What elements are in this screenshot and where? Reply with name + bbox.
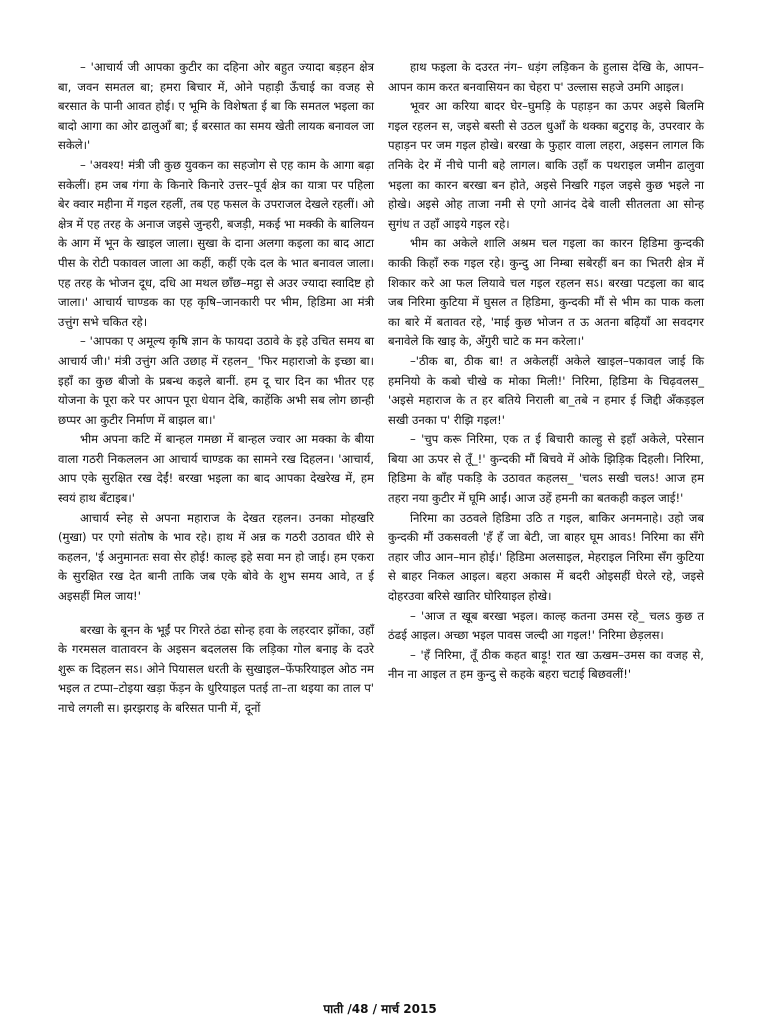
- paragraph: भीम अपना कटि में बान्हल गमछा में बान्हल ज्वार आ मक्का के बीया वाला गठरी निकललन आ आचार्य चाण्डक का सामने रख दिहलन। 'आचार्य, आप एके सुरक्षित रख देईं! बरखा भइला का बाद आपका देखरेख में, हम स्वयं हाथ बँटाइब।': [58, 432, 374, 506]
- right-column: [388, 58, 704, 685]
- paragraph: – 'आपका ए अमूल्य कृषि ज्ञान के फायदा उठावे के इहे उचित समय बा आचार्य जी।' मंत्री उत्तुंग अति उछाह में रहलन_ 'फिर महाराजो के इच्छा बा। इहाँ का कुछ बीजो के प्रबन्ध कइले बानीं. हम दू चार दिन का भीतर एह योजना के पूरा करे पर आपन पूरा धेयान देबि, काहेंकि अभी सब लोग छान्ही छप्पर आ कुटीर निर्माण में बाझल बा।': [58, 334, 374, 427]
- paragraph: भीम का अकेले शालि अश्रम चल गइला का कारन हिडिमा कुन्दकी काकी किहाँ रुक गइल रहे। कुन्दु आ निम्बा सबेरहीं बन का भितरी क्षेत्र में शिकार करे आ फल लियावे चल गइल रहलन सऽ। बरखा पटइला का बाद जब निरिमा कुटिया में घुसल त हिडिमा, कुन्दकी मौं से भीम का पाक कला का बारे में बतावत रहे, 'माई कुछ भोजन त ऊ अतना बढ़ियाँ आ सवदगर बनावेले कि खाइ के, अँगुरी चाटे क मन करेला।': [388, 236, 704, 349]
- paragraph: – 'आचार्य जी आपका कुटीर का दहिना ओर बहुत ज्यादा बड़हन क्षेत्र बा, जवन समतल बा; हमरा बिचार में, ओने पहाड़ी ऊँचाई का वजह से बरसात के पानी आवत होई। ए भूमि के विशेषता ई बा कि समतल भइला का बादो आगा का ओर ढालुआँ बा; ई बरसात का समय खेती लायक बनावल जा सकेले।': [58, 60, 374, 153]
- left-column: [58, 58, 374, 719]
- paragraph: बरखा के बूनन के भूईं पर गिरते ठंढा सोन्ह हवा के लहरदार झोंका, उहाँ के गरमसल वातावरन के अइसन बदललस कि लड़िका गोल बनाइ के दउरे शुरू क दिहलन सऽ। ओने पियासल धरती के सुखाइल–फेंफरियाइल ओठ नम भइल त टप्पा–टोइया खड़ा फेंड़न के धुरियाइल पतई ता–ता थइया का ताल प' नाचे लगली स। झरझराइ के बरिसत पानी में, दूनों: [58, 622, 374, 715]
- paragraph: हाथ फइला के दउरत नंग– धड़ंग लड़िकन के हुलास देखि के, आपन–आपन काम करत बनवासियन का चेहरा प' उल्लास सहजे उमगि आइल।: [388, 60, 704, 94]
- paragraph: – 'आज त खूब बरखा भइल। काल्ह कतना उमस रहे_ चलऽ कुछ त ठंढई आइल। अच्छा भइल पावस जल्दी आ गइल!' निरिमा छेड़लस।: [388, 608, 704, 643]
- paragraph: निरिमा का उठवले हिडिमा उठि त गइल, बाकिर अनमनाहे। उहो जब कुन्दकी मौं उकसवली 'हँ हँ जा बेटी, जा बाहर घूम आवऽ! निरिमा का सँगे तहार जीउ आन–मान होई।' हिडिमा अलसाइल, मेहराइल निरिमा सँग कुटिया से बाहर निकल आइल। बहरा अकास में बदरी ओइसहीं घेरले रहे, जइसे दोहरउवा बरिसे खातिर घोरियाइल होखे।: [388, 510, 704, 604]
- paragraph: –'ठीक बा, ठीक बा! त अकेलहीं अकेले खाइल–पकावल जाई कि हमनियो के कबो चीखे क मोका मिली!' निरिमा, हिडिमा के चिढ़वलस_ 'अइसे महाराज के त हर बतिये निराली बा_तबे न हमार ई जिद्दी अँकड़इल सखी उनका प' रीझि गइल!': [388, 353, 704, 427]
- page-footer: पाती /48 / मार्च 2015: [323, 1002, 437, 1016]
- paragraph: भूवर आ करिया बादर घेर–घुमड़ि के पहाड़न का ऊपर अइसे बिलमि गइल रहलन स, जइसे बस्ती से उठल धुआँ के थक्का बटुराइ के, उपरवार के पहाड़न पर जम गइल होखे। बरखा के फुहार वाला लहरा, अइसन लागल कि तनिके देर में नीचे पानी बहे लागल। बाकि उहाँ क पथराइल जमीन ढालुवा भइला का कारन बरखा बन होते, अइसे निखरि गइल जइसे कुछ भइले ना होखे। अइसे ओह ताजा नमी से एगो आनंद देबे वाली सीतलता आ सोन्ह सुगंध त उहाँ आइये गइल रहे।: [388, 99, 704, 231]
- paragraph: – 'हँ निरिमा, तूँ ठीक कहत बाड़ू! रात खा ऊखम–उमस का वजह से, नीन ना आइल त हम कुन्दु से कहके बहरा चटाई बिछवलीं!': [388, 647, 704, 682]
- paragraph: – 'अवश्य! मंत्री जी कुछ युवकन का सहजोग से एह काम के आगा बढ़ा सकेलीं। हम जब गंगा के किनारे किनारे उत्तर–पूर्व क्षेत्र का यात्रा पर पहिला बेर क्वार महीना में गइल रहलीं, तब एह फसल के उपराजल देखले रहलीं। ओ क्षेत्र में एह तरह के अनाज जइसे जुन्हरी, बजड़ी, मकई भा मक्की के बालियन के आग में भून के खाइल जाला। सुखा के दाना अलगा कइला का बाद आटा पीस के रोटी पकावल जाला आ कहीं, कहीं एके दल के भात बनावल जाला। एह तरह के भोजन दूध, दधि आ मथल छाँछ–मट्ठा से अउर ज्यादा स्वादिष्ट हो जाला।' आचार्य चाण्डक का एह कृषि–जानकारी पर भीम, हिडिमा आ मंत्री उत्तुंग सभे चकित रहे।: [58, 157, 374, 329]
- paragraph: – 'चुप करू निरिमा, एक त ई बिचारी काल्हु से इहाँ अकेले, परेसान बिया आ ऊपर से तूँ_!' कुन्दकी मौं बिचवे में ओके झिड़िक दिहली। निरिमा, हिडिमा के बाँह पकड़ि के उठावत कहलस_ 'चलऽ सखी चलऽ! आज हम तहरा नया कुटीर में घूमि आईं। आज उहें हमनी का बतकही कइल जाई!': [388, 432, 705, 506]
- paragraph: आचार्य स्नेह से अपना महाराज के देखत रहलन। उनका मोहखरि (मुखा) पर एगो संतोष के भाव रहे। हाथ में अन्न क गठरी उठावत धीरे से कहलन, 'ई अनुमानतः सवा सेर होई! काल्ह इहे सवा मन हो जाई। हम एकरा के सुरक्षित रख देत बानी ताकि जब एके बोवे के शुभ समय आवे, त ई अइसहीं मिल जाय!': [58, 510, 374, 604]
